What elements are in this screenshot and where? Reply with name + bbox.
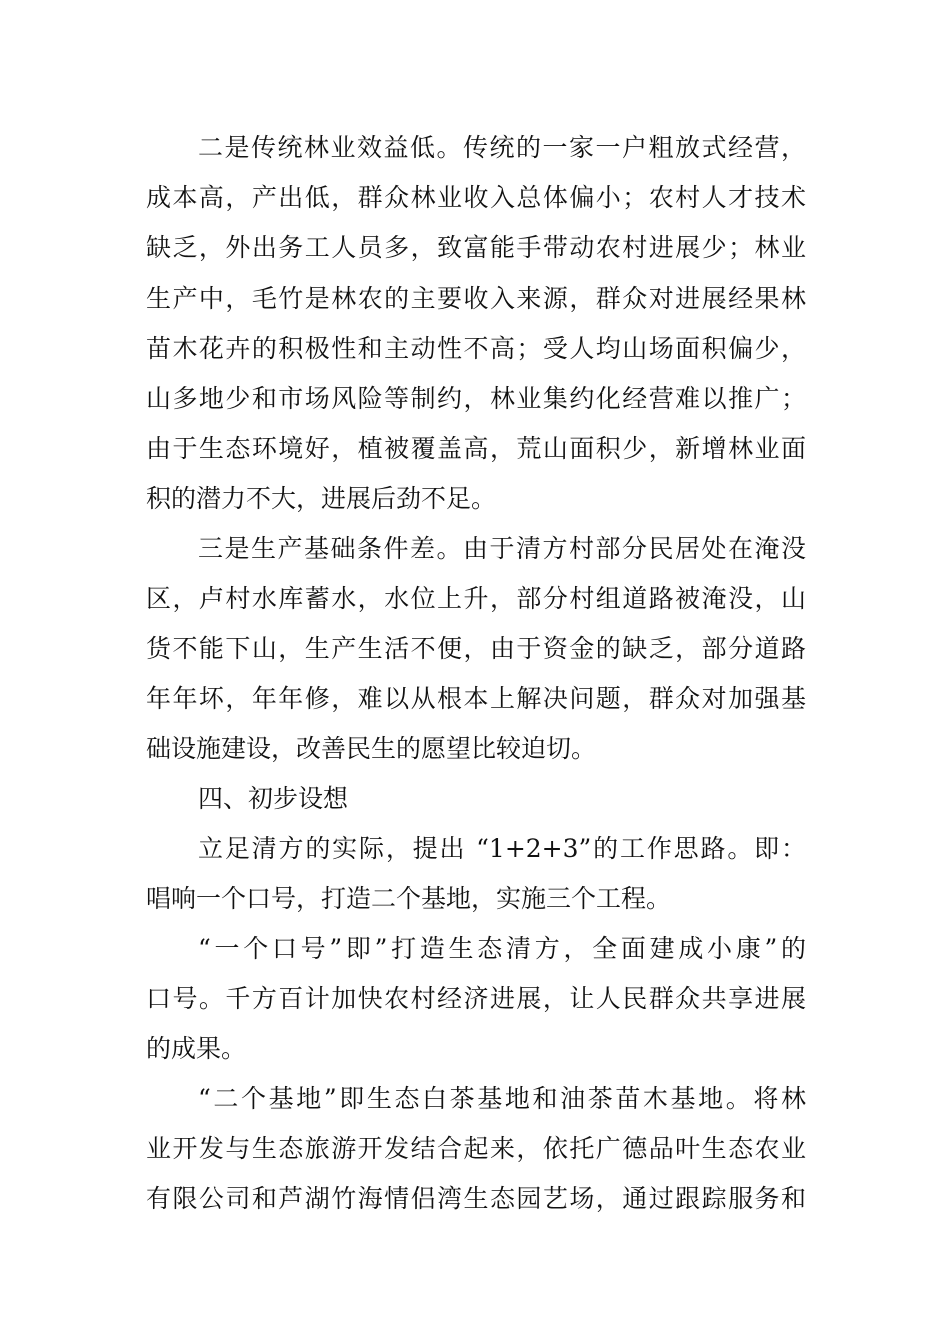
text-line: 唱响一个口号，打造二个基地，实施三个工程。 <box>146 884 672 913</box>
text-line: 积的潜力不大，进展后劲不足。 <box>146 484 497 513</box>
text-line: 由于生态环境好，植被覆盖高，荒山面积少，新增林业面 <box>146 434 806 463</box>
text-line: 的成果。 <box>146 1034 247 1063</box>
text-line: 货不能下山，生产生活不便，由于资金的缺乏，部分道路 <box>146 634 806 663</box>
text-line: 二是传统林业效益低。传统的一家一户粗放式经营， <box>198 133 806 162</box>
text-line: 成本高，产出低，群众林业收入总体偏小；农村人才技术 <box>146 183 806 212</box>
text-line: “二个基地”即生态白茶基地和油茶苗木基地。将林 <box>198 1084 806 1113</box>
text-line: 三是生产基础条件差。由于清方村部分民居处在淹没 <box>198 534 806 563</box>
text-line: 立足清方的实际，提出 “1+2+3”的工作思路。即： <box>198 834 806 863</box>
text-line: 区，卢村水库蓄水，水位上升，部分村组道路被淹没，山 <box>146 584 806 613</box>
section-heading: 四、初步设想 <box>198 784 349 813</box>
text-line: 山多地少和市场风险等制约，林业集约化经营难以推广； <box>146 384 806 413</box>
text-line: “一个口号”即”打造生态清方，全面建成小康”的 <box>198 934 806 963</box>
text-line: 口号。千方百计加快农村经济进展，让人民群众共享进展 <box>146 984 806 1013</box>
text-line: 业开发与生态旅游开发结合起来，依托广德品叶生态农业 <box>146 1134 806 1163</box>
text-line: 生产中，毛竹是林农的主要收入来源，群众对进展经果林 <box>146 284 806 313</box>
text-line: 年年坏，年年修，难以从根本上解决问题，群众对加强基 <box>146 684 806 713</box>
text-line: 础设施建设，改善民生的愿望比较迫切。 <box>146 734 597 763</box>
text-line: 有限公司和芦湖竹海情侣湾生态园艺场，通过跟踪服务和 <box>146 1184 806 1213</box>
text-line: 缺乏，外出务工人员多，致富能手带动农村进展少；林业 <box>146 233 806 262</box>
text-line: 苗木花卉的积极性和主动性不高；受人均山场面积偏少， <box>146 334 806 363</box>
